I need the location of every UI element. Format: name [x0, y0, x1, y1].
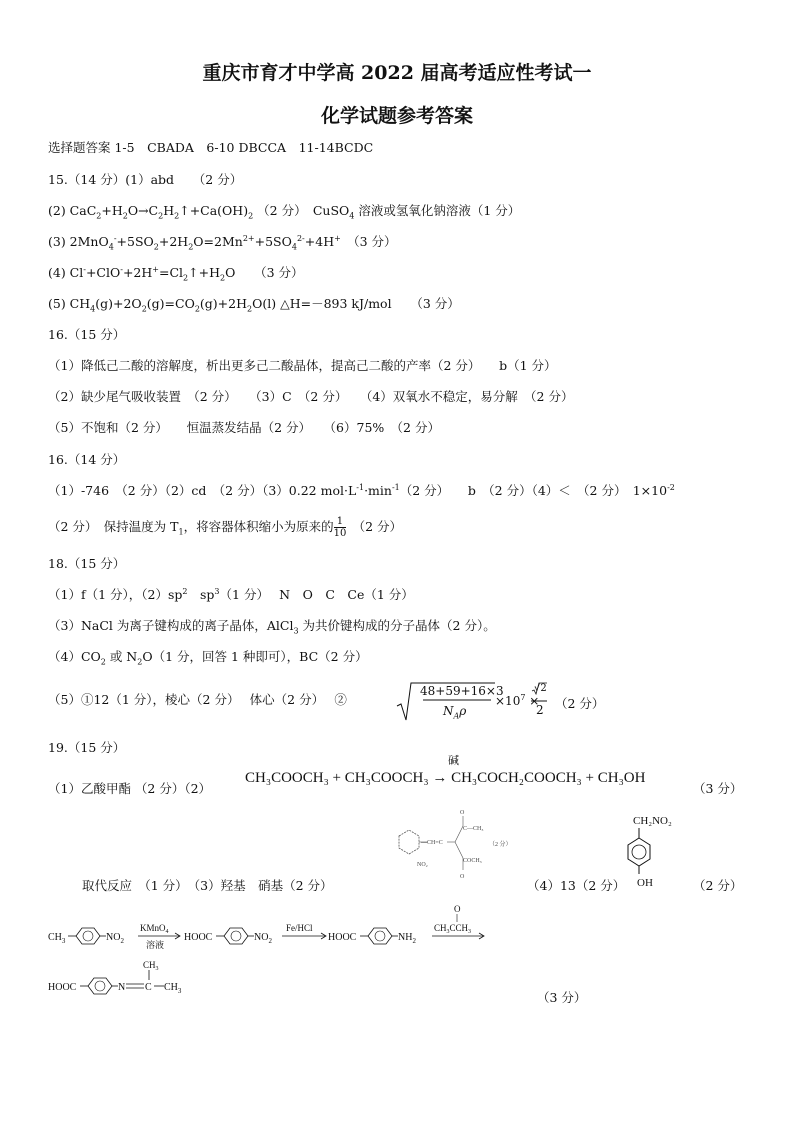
q19-line1: （1）乙酸甲酯 （2 分）（2） [48, 781, 212, 796]
route-score: （3 分） [537, 990, 587, 1005]
q15-line3: (3) $2MnO_4^-+5SO_2+2H_2O=2Mn^{2+}+5SO_4^{2-}+4H^+$ （3 分） [48, 233, 397, 252]
svg-text:—CH=C: —CH=C [421, 840, 443, 846]
svg-text:C—CH₃: C—CH₃ [463, 826, 484, 832]
formula-numerator: 48+59+16×3 [420, 684, 504, 698]
q19-line2: 取代反应 （1 分） （3）羟基 硝基（2 分） [82, 878, 333, 893]
svg-text:（2 分）: （2 分） [489, 842, 512, 848]
synthesis-route-diagram [46, 904, 488, 1000]
svg-text:NO2: $NO_2$ [254, 932, 272, 945]
svg-text:HOOC: HOOC [328, 932, 357, 943]
q16b-head: 16.（14 分） [48, 452, 126, 467]
svg-text:COCH₃: COCH₃ [463, 858, 482, 864]
formula-root2: √2 [534, 683, 547, 694]
q18-line3: $(4)CO_2$ 或 $N_2O(1$ 分，回答 1 种即可），BC（2 分） [48, 649, 368, 667]
svg-text:C: C [145, 982, 152, 993]
mc-answers: 选择题答案 1-5 CBADA 6-10 DBCCA 11-14BCDC [48, 140, 374, 155]
q15-line5: (5) $CH_4(g)+2O_2(g)=CO_2(g)+2H_2O(l)$ △H=－893 kJ/mol （3 分） [48, 296, 460, 314]
q16b-line2: （2 分） 保持温度为 $T_1$，将容器体积缩小为原来的 $\frac{1}{10}$ （2 分） [48, 516, 403, 539]
synthesis-route [46, 904, 488, 1000]
reaction-equation: CH₃COOCH₃ + CH₃COOCH₃ → CH₃COCH₂COOCH₃ + CH₃OH [245, 770, 646, 786]
q18-head: 18.（15 分） [48, 556, 126, 571]
formula-denominator: $N_A\rho$ [443, 704, 467, 721]
page-title: 重庆市育才中学高 2022 届高考适应性考试一 [202, 62, 592, 84]
reaction-catalyst: 碱 [448, 754, 459, 767]
svg-text:NO₂: NO₂ [417, 862, 428, 868]
q15-line2: (2) $CaC_2+H_2O\to C_2H_2↑+Ca(OH)_2$ （2 分） CuSO$_4$ 溶液或氢氧化钠溶液（1 分） [48, 203, 521, 221]
q16a-line2: （2）缺少尾气吸收装置 （2 分） （3）C （2 分） （4）双氧水不稳定，易分解 （2 分） [48, 389, 574, 404]
svg-text:HOOC: HOOC [184, 932, 213, 943]
formula-score: （2 分） [555, 696, 605, 711]
svg-text:Fe/HCl: Fe/HCl [286, 923, 313, 933]
q18-line4: （5）①12（1 分），棱心（2 分） 体心（2 分） ② [48, 692, 347, 707]
q19-line2c: （2 分） [693, 878, 743, 893]
formula-multiplier: $\times 10^7$ × [495, 693, 540, 708]
q19-head: 19.（15 分） [48, 740, 126, 755]
q16a-head: 16.（15 分） [48, 327, 126, 342]
q18-line1: （1）f（1 分），$(2)sp^2$ $sp^3(1$ 分） N O C Ce（1 分） [48, 586, 414, 602]
q19-line1-score: （3 分） [693, 781, 743, 796]
density-formula [395, 680, 605, 724]
benzylidene-structure-icon [385, 808, 525, 888]
svg-text:OH: OH [637, 877, 653, 889]
svg-text:N: N [118, 982, 126, 993]
svg-text:NH2: $NH_2$ [398, 932, 416, 945]
svg-text:CH₂NO₂: CH₂NO₂ [633, 815, 672, 827]
svg-text:NO2: $NO_2$ [106, 932, 124, 945]
svg-text:O: O [460, 810, 465, 816]
svg-text:O: O [460, 874, 465, 880]
q18-line2: （3）NaCl 为离子键构成的离子晶体，AlCl$_3$ 为共价键构成的分子晶体（2 分）。 [48, 618, 496, 636]
q16a-line1: （1）降低己二酸的溶解度，析出更多己二酸晶体，提高己二酸的产率（2 分） b（1 分） [48, 358, 557, 373]
q15-line4: (4) $Cl^-+ClO^-+2H^+=Cl_2↑+H_2O$ （3 分） [48, 264, 304, 283]
q15-head: 15.（14 分）(1）abd （2 分） [48, 172, 243, 187]
formula-two: 2 [536, 703, 544, 717]
svg-text:CH3: $CH_3$ [143, 960, 159, 972]
q16b-line1: （1）-746 （2 分）（2）cd （2 分）（3）0.22 $mol\cdot L^{-1}\cdot\min^{-1}(2$ 分） b （2 分）（4）＜ （2 分） $1\times 10^{-2}$ [48, 482, 675, 498]
svg-text:CH3CCH3: $CH_3CCH_3$ [434, 923, 472, 935]
q19-line2b: （4）13（2 分） [527, 878, 626, 893]
fraction-one-tenth: $\frac{1}{10}$ [333, 516, 347, 539]
svg-text:CH3: $CH_3$ [164, 982, 182, 995]
structure-a [385, 808, 525, 888]
svg-text:O: O [454, 904, 461, 914]
q16a-line3: （5）不饱和（2 分） 恒温蒸发结晶（2 分） （6）75% （2 分） [48, 420, 440, 435]
svg-text:HOOC: HOOC [48, 982, 77, 993]
page-subtitle: 化学试题参考答案 [320, 105, 473, 127]
svg-text:CH3: $CH_3$ [48, 932, 66, 945]
svg-text:KMnO4: KMnO$_4$ [140, 923, 169, 935]
svg-text:溶液: 溶液 [146, 940, 165, 950]
